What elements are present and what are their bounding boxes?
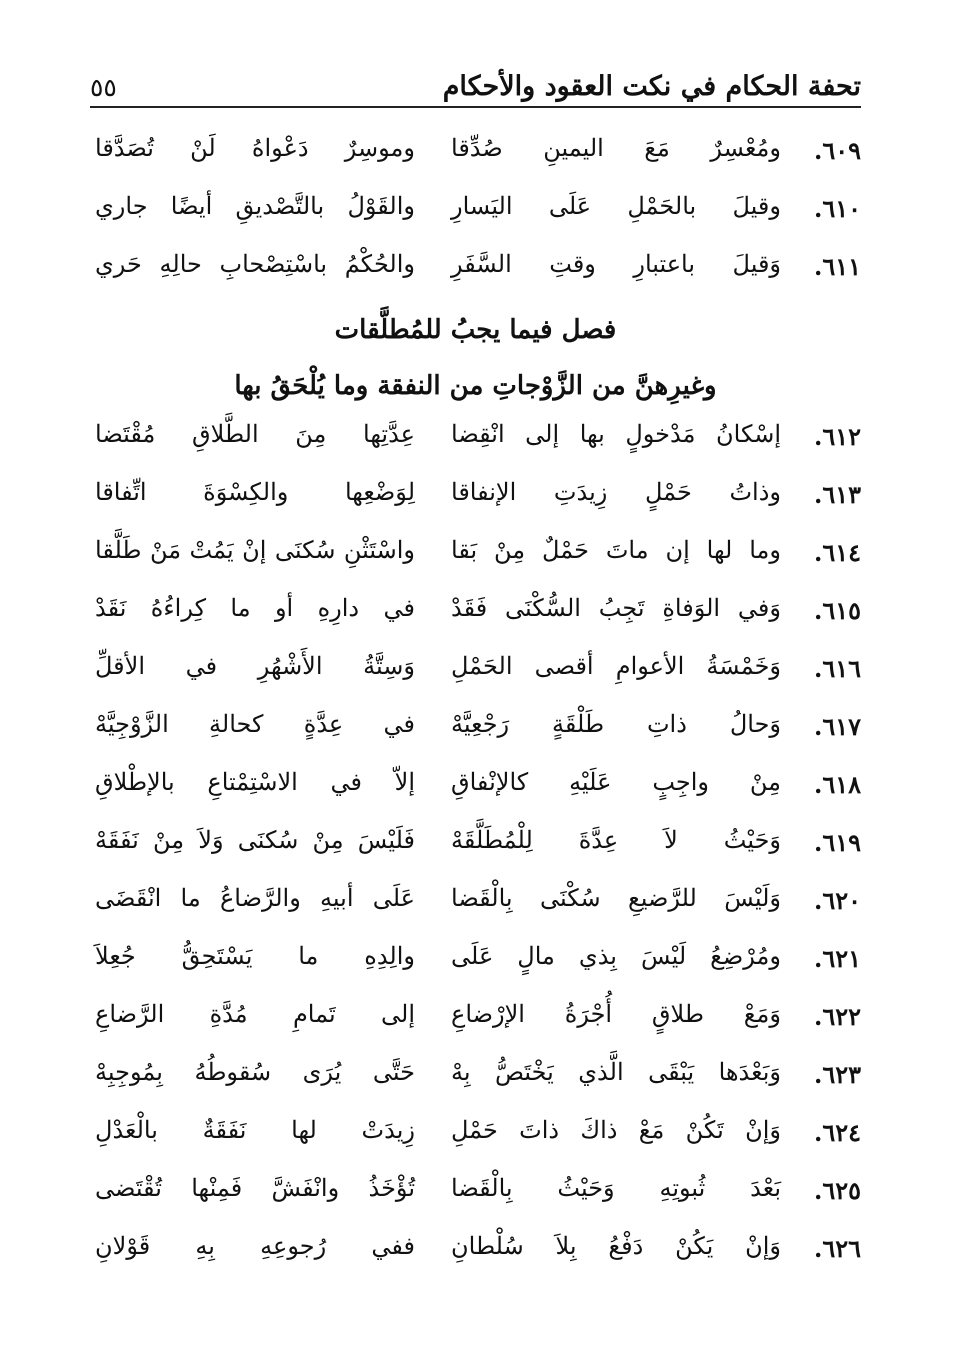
section-title-line1: فصل فيما يجبُ للمُطلَّقات: [334, 315, 617, 345]
verse-number: ٦١٠.: [813, 194, 861, 223]
verse-first-hemistich: وما لها إن ماتَ حَمْلٌ مِنْ بَقا: [451, 536, 781, 564]
verse-number: ٦٢٦.: [813, 1234, 861, 1263]
verse-first-hemistich: وَلَيْسَ للرَّضيعِ سُكْنَى بِالْقَضا: [451, 884, 781, 912]
verse-second-hemistich: فَلَيْسَ مِنْ سُكنَى وَلاَ مِنْ نَفَقَهْ: [95, 826, 415, 854]
verse-line: [90, 472, 861, 530]
verse-line: [90, 762, 861, 820]
verse-line: [90, 530, 861, 588]
verse-second-hemistich: ففي رُجوعِهِ بِهِ قَوْلانِ: [95, 1232, 415, 1260]
verse-number: ٦٢٥.: [813, 1176, 861, 1205]
verse-second-hemistich: إلاّ في الاسْتِمْتاعِ بالإطْلاقِ: [95, 768, 415, 796]
verse-line: [90, 588, 861, 646]
page-number: ٥٥: [90, 73, 117, 102]
verse-first-hemistich: وَإنْ يَكُنْ دَفْعُ بِلاَ سُلْطانِ: [451, 1232, 781, 1260]
verse-first-hemistich: وقيلَ بالحَمْلِ عَلَى اليَسارِ: [451, 192, 781, 220]
verse-line: [90, 704, 861, 762]
verse-line: [90, 1226, 861, 1284]
verse-line: [90, 128, 861, 186]
verse-line: [90, 646, 861, 704]
verse-number: ٦٢١.: [813, 944, 861, 973]
verse-first-hemistich: ومُرْضِعُ لَيْسَ بِذي مالٍ عَلَى: [451, 942, 781, 970]
running-title: تحفة الحكام في نكت العقود والأحكام: [442, 71, 861, 102]
verse-number: ٦٢٠.: [813, 886, 861, 915]
verse-number: ٦٢٤.: [813, 1118, 861, 1147]
verse-first-hemistich: بَعْدَ ثُبوتِهِ وَحَيْثُ بِالْقَضا: [451, 1174, 781, 1202]
verse-second-hemistich: في دارِهِ أو ما كِراءُهُ نَقَدْ: [95, 594, 415, 622]
verse-second-hemistich: وموسِرٌ دَعْواهُ لَنْ تُصَدَّقا: [95, 134, 415, 162]
verse-number: ٦١٦.: [813, 654, 861, 683]
verse-first-hemistich: وذاتُ حَمْلٍ زِيدَتِ الإنفاقا: [451, 478, 781, 506]
verse-second-hemistich: حَتَّى يُرَى سُقوطُهُ بِمُوجِبِهْ: [95, 1058, 415, 1086]
verse-second-hemistich: في عِدَّةٍ كحالةِ الزَّوْجِيَّهْ: [95, 710, 415, 738]
verse-number: ٦١٥.: [813, 596, 861, 625]
verse-number: ٦٠٩.: [813, 136, 861, 165]
verse-number: ٦١٩.: [813, 828, 861, 857]
verse-line: [90, 1052, 861, 1110]
verses-container: [90, 128, 861, 1284]
verse-second-hemistich: واسْتَثْنِ سُكنَى إنْ يَمُتْ مَنْ طَلَّقا: [95, 536, 415, 564]
verse-line: [90, 1110, 861, 1168]
verse-first-hemistich: إسْكانُ مَدْخولٍ بها إلى انْقِضا: [451, 420, 781, 448]
verse-first-hemistich: وَحَيْثُ لاَ عِدَّةَ لِلْمُطَلَّقَهْ: [451, 826, 781, 854]
verse-number: ٦٢٢.: [813, 1002, 861, 1031]
verse-line: [90, 994, 861, 1052]
verse-first-hemistich: وَبَعْدَها يَبْقَى الَّذي يَخْتَصُّ بِهْ: [451, 1058, 781, 1086]
verse-second-hemistich: وَسِتَّةُ الأَشْهُرِ في الأقلِّ: [95, 652, 415, 680]
verse-number: ٦١٣.: [813, 480, 861, 509]
verse-second-hemistich: إلى تَمامِ مُدَّةِ الرَّضاعِ: [95, 1000, 415, 1028]
verse-line: [90, 244, 861, 302]
verse-number: ٦١٨.: [813, 770, 861, 799]
verse-first-hemistich: مِنْ واجِبٍ عَلَيْهِ كالإنْفاقِ: [451, 768, 781, 796]
verse-first-hemistich: ومُعْسِرٌ مَعَ اليمينِ صُدِّقا: [451, 134, 781, 162]
verse-second-hemistich: والِدِهِ ما يَسْتَحِقُّ جُعِلاَ: [95, 942, 415, 970]
section-title-line2: وغيرِهنَّ من الزَّوْجاتِ من النفقة وما يُلْحَقُ بها: [234, 371, 717, 401]
verse-number: ٦١٢.: [813, 422, 861, 451]
verse-number: ٦٢٣.: [813, 1060, 861, 1089]
verse-number: ٦١٧.: [813, 712, 861, 741]
verse-second-hemistich: تُؤْخَذُ وانْفَشَّ فَمِنْها تُقْتَضى: [95, 1174, 415, 1202]
verse-line: [90, 186, 861, 244]
verse-first-hemistich: وَخَمْسَةُ الأعوامِ أقصى الحَمْلِ: [451, 652, 781, 680]
verse-line: [90, 414, 861, 472]
verse-line: [90, 936, 861, 994]
page-header: [90, 52, 861, 108]
verse-first-hemistich: وَقيلَ باعتبارِ وقتِ السَّفَرِ: [451, 250, 781, 278]
verse-line: [90, 820, 861, 878]
verse-number: ٦١٤.: [813, 538, 861, 567]
verse-second-hemistich: لِوَضْعِها والكِسْوَةَ اتِّفاقا: [95, 478, 415, 506]
verse-second-hemistich: والقَوْلُ بالتَّصْديقِ أيضًا جاري: [95, 192, 415, 220]
verse-first-hemistich: وَإنْ تَكُنْ مَعْ ذاكَ ذاتَ حَمْلِ: [451, 1116, 781, 1144]
verses-before-section: [90, 128, 861, 302]
verses-after-section: [90, 414, 861, 1284]
verse-first-hemistich: وَحالُ ذاتِ طَلْقَةٍ رَجْعِيَّهْ: [451, 710, 781, 738]
verse-first-hemistich: وَفي الوَفاةِ تَجِبُ السُّكْنَى فَقَدْ: [451, 594, 781, 622]
verse-second-hemistich: عَلَى أبيهِ والرَّضاعُ ما انْقَضَى: [95, 884, 415, 912]
verse-number: ٦١١.: [813, 252, 861, 281]
verse-second-hemistich: عِدَّتِها مِنَ الطَّلاقِ مُقْتَضا: [95, 420, 415, 448]
verse-second-hemistich: والحُكْمُ باسْتِصْحابِ حالِهِ حَري: [95, 250, 415, 278]
verse-first-hemistich: وَمَعْ طلاقٍ أُجْرَةُ الإرْضاعِ: [451, 1000, 781, 1028]
verse-second-hemistich: زِيدَتْ لها نَفَقَةٌ بالْعَدْلِ: [95, 1116, 415, 1144]
verse-line: [90, 878, 861, 936]
verse-line: [90, 1168, 861, 1226]
